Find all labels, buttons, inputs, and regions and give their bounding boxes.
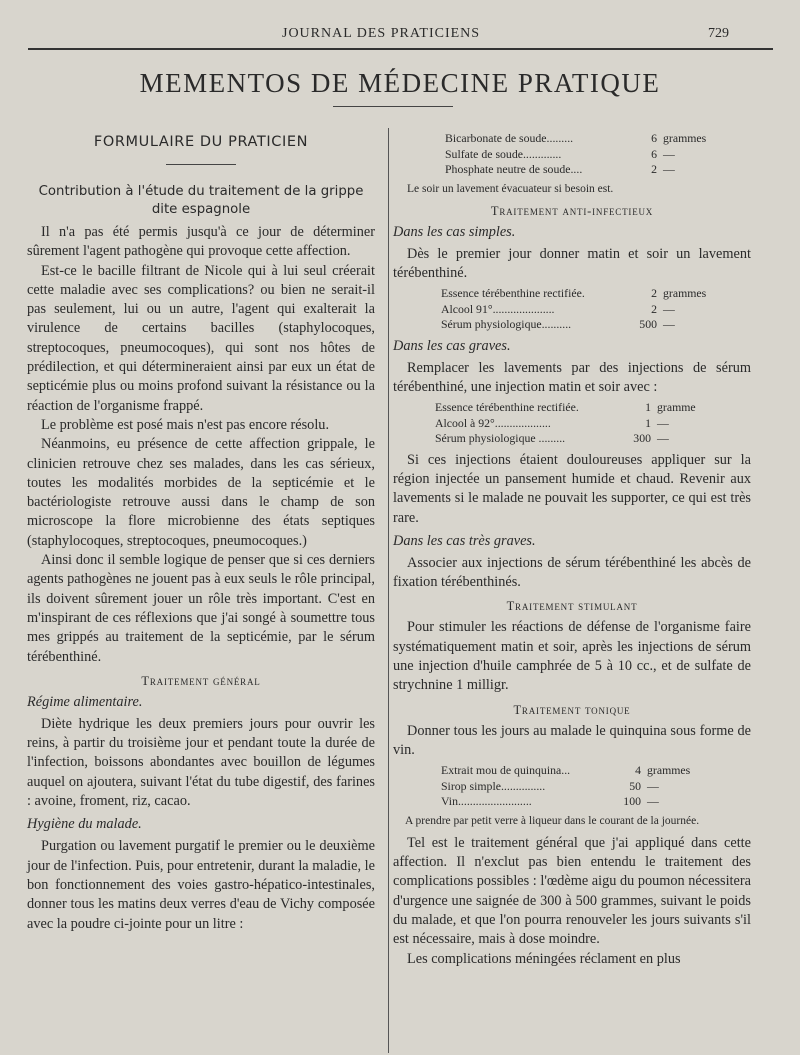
subheading-stimulant: Traitement stimulant [506,599,638,614]
recipe-ingredient: Bicarbonate de soude......... [445,131,574,145]
recipe-vichy [445,131,715,178]
recipe-row [435,431,725,447]
recipe-unit: — [663,301,675,316]
recipe-quantity: 2 [651,301,657,316]
recipe-quantity: 1 [645,400,651,415]
recipe-ingredient: Essence térébenthine rectifiée. [441,286,585,301]
paragraph: Est-ce le bacille filtrant de Nicole qui à lui seul créerait cette maladie avec ses complications? ou bien ne serait-il pas seulement, lui ou un autre, l'agent qui exalterait la virulence de certains bacilles (staphylocoques, streptocoques, pneumocoques), qui sont nos hôtes de prédilection, et qui détermineraient ainsi par eux un état de septicémie plus ou moins profond suivant la résistance ou la réaction de l'organisme frappé. [27,262,375,414]
recipe-unit: — [663,146,675,161]
paragraph: Donner tous les jours au malade le quinquina sous forme de vin. [393,722,751,758]
recipe-row [435,416,725,432]
note-liqueur: A prendre par petit verre à liqueur dans le courant de la journée. [405,814,700,827]
paragraph: Les complications méningées réclament en plus [407,950,681,967]
article-title-line-2: dite espagnole [151,202,251,217]
recipe-row [441,302,721,318]
recipe-quantity: 300 [633,431,651,446]
recipe-quantity: 100 [623,794,641,809]
recipe-ingredient: Phosphate neutre de soude.... [445,162,583,176]
recipe-ingredient: Extrait mou de quinquina... [441,763,571,778]
header-rule [28,48,773,50]
recipe-row [441,317,721,333]
recipe-quantity: 2 [651,286,657,301]
main-title: MEMENTOS DE MÉDECINE PRATIQUE [139,68,661,98]
recipe-unit: grammes [647,763,691,778]
paragraph: Néanmoins, eu présence de cette affection grippale, le clinicien retrouve chez ses malades, dans les cas sérieux, toutes les modalités morbides de la septicémie et le bactériologiste retrouve aussi dans le champ de son microscope la flore microbienne des états septiques (staphylocoques, streptocoques, pneumocoques.) [27,436,375,549]
recipe-quantity: 4 [635,763,641,778]
article-title-line-1: Contribution à l'étude du traitement de la grippe [38,184,364,199]
recipe-quinquina [441,763,711,810]
recipe-row [441,794,711,810]
italic-heading-cas-tres-graves: Dans les cas très graves. [393,532,536,549]
paragraph: Diète hydrique les deux premiers jours pour ouvrir les reins, à partir du troisième jour et pendant toute la durée de l'infection, boissons abondantes avec bouillon de légumes auquel on ajoutera, suivant l'état du tube digestif, des farines : avoine, froment, riz, cacao. [27,715,375,810]
italic-heading-regime: Régime alimentaire. [27,693,143,710]
recipe-row [445,162,715,178]
recipe-row [445,131,715,147]
section-rule [166,164,236,165]
paragraph: Le problème est posé mais n'est pas encore résolu. [41,416,330,433]
article-title [27,183,375,219]
recipe-quantity: 1 [645,415,651,430]
recipe-ingredient: Alcool 91°..................... [441,301,555,316]
recipe-row [441,286,721,302]
recipe-unit: gramme [657,400,696,415]
recipe-quantity: 6 [651,131,657,145]
column-divider [388,128,389,1053]
paragraph: Si ces injections étaient douloureuses appliquer sur la région injectée un pansement humide et chaud. Revenir aux lavements si le malade ne pouvait les supporter, ce qui est très rare. [393,451,751,526]
subheading-traitement-general: Traitement général [141,673,261,688]
paragraph: Associer aux injections de sérum térébenthiné les abcès de fixation térébenthinés. [393,554,751,591]
italic-heading-cas-graves: Dans les cas graves. [393,337,511,354]
right-column [393,128,751,969]
recipe-unit: — [647,794,659,809]
recipe-row [435,400,725,416]
recipe-unit: — [663,317,675,332]
subheading-anti-infectieux: Traitement anti-infectieux [490,203,654,218]
recipe-quantity: 500 [639,317,657,332]
italic-heading-cas-simples: Dans les cas simples. [393,223,516,240]
note-lavement: Le soir un lavement évacuateur si besoin est. [407,182,614,195]
page-number: 729 [708,26,729,41]
recipe-quantity: 6 [651,146,657,161]
recipe-unit: grammes [663,286,707,301]
recipe-ingredient: Sirop simple............... [441,778,546,793]
paragraph: Purgation ou lavement purgatif le premier ou le deuxième jour de l'infection. Puis, pour entretenir, durant la maladie, le bon fonctionnement des voies gastro-hépatico-intestinales, donner tous les matins deux verres d'eau de Vichy composée avec la poudre ci-jointe pour un litre : [27,838,375,932]
italic-heading-hygiene: Hygiène du malade. [27,816,142,833]
section-heading: FORMULAIRE DU PRATICIEN [93,134,309,150]
recipe-ingredient: Sérum physiologique.......... [441,317,572,332]
recipe-unit: grammes [663,131,707,145]
paragraph: Ainsi donc il semble logique de penser que si ces derniers agents pathogènes ne jouent pas à eux seuls le rôle principal, ils doivent sûrement jouer un rôle très important. C'est en m'inspirant de ces réflexions que j'ai songé à soumettre tous mes grippés au traitement de la septicémie, par le sérum térébenthiné. [27,552,375,665]
paragraph: Remplacer les lavements par des injections de sérum térébenthiné, une injection matin et soir avec : [393,359,751,395]
left-column [27,120,375,934]
recipe-lavement [441,286,721,333]
paragraph: Il n'a pas été permis jusqu'à ce jour de déterminer sûrement l'agent pathogène qui provoque cette affection. [27,224,375,260]
recipe-unit: — [657,415,669,430]
recipe-injection [435,400,725,447]
paragraph: Dès le premier jour donner matin et soir un lavement térébenthiné. [393,245,751,281]
recipe-row [441,763,711,779]
recipe-quantity: 50 [629,778,641,793]
paragraph: Pour stimuler les réactions de défense de l'organisme faire systématiquement matin et soir, après les injections de sérum une injection d'huile camphrée de 5 à 10 cc., et de sulfate de strychnine 1 milligr. [393,619,751,694]
recipe-ingredient: Sérum physiologique ......... [435,431,566,446]
recipe-ingredient: Essence térébenthine rectifiée. [435,400,579,415]
running-title: JOURNAL DES PRATICIENS [282,26,481,41]
recipe-unit: — [663,162,675,176]
recipe-ingredient: Sulfate de soude............. [445,146,562,161]
title-rule [333,106,453,107]
recipe-ingredient: Vin......................... [441,794,532,809]
recipe-row [445,147,715,163]
recipe-unit: — [647,778,659,793]
running-head [0,24,800,46]
recipe-quantity: 2 [651,162,657,176]
paragraph: Tel est le traitement général que j'ai appliqué dans cette affection. Il n'exclut pas bien entendu le traitement des complications possibles : l'œdème aigu du poumon nécessitera d'urgence une saignée de 300 à 500 grammes, suivant le poids du malade, et que l'on pourra renouveler les jours suivants s'il est nécessaire, mais à dose moindre. [393,834,751,948]
recipe-row [441,779,711,795]
subheading-tonique: Traitement tonique [513,702,631,717]
recipe-unit: — [657,431,669,446]
recipe-ingredient: Alcool à 92°................... [435,415,551,430]
